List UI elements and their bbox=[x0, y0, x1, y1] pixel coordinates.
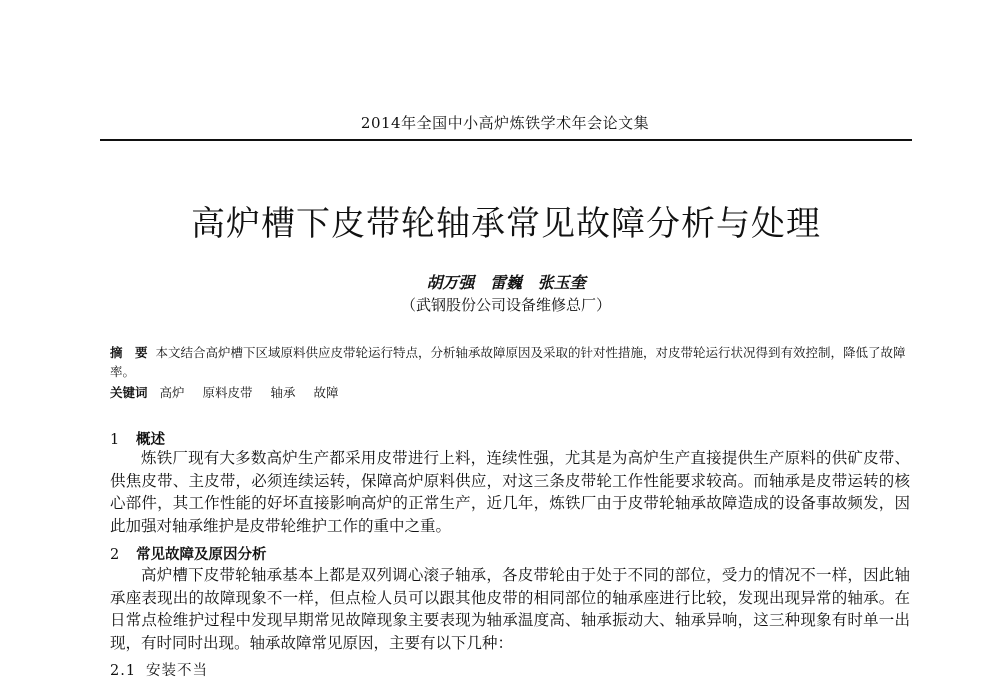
keyword: 原料皮带 bbox=[202, 385, 253, 400]
header-rule bbox=[100, 139, 912, 141]
paper-title: 高炉槽下皮带轮轴承常见故障分析与处理 bbox=[191, 204, 821, 244]
affiliation: （武钢股份公司设备维修总厂） bbox=[400, 296, 611, 314]
section-paragraph: 炼铁厂现有大多数高炉生产都采用皮带进行上料，连续性强，尤其是为高炉生产直接提供生产原料的供矿皮带、供焦皮带、主皮带，必须连续运转，保障高炉原料供应，对这三条皮带轮工作性能要求较高。而轴承是皮带运转的核心部件，其工作性能的好坏直接影响高炉的正常生产，近几年，炼铁厂由于皮带轮轴承故障造成的设备事故频发，因此加强对轴承维护是皮带轮维护工作的重中之重。 bbox=[110, 449, 910, 535]
abstract-label: 摘 要 bbox=[110, 345, 148, 360]
section-number: 1 bbox=[110, 432, 120, 448]
section-paragraph: 高炉槽下皮带轮轴承基本上都是双列调心滚子轴承，各皮带轮由于处于不同的部位，受力的情况不一样，因此轴承座表现出的故障现象不一样，但点检人员可以跟其他皮带的相同部位的轴承座进行比较，发现出现异常的轴承。在日常点检维护过程中发现早期常见故障现象主要表现为轴承温度高、轴承振动大、轴承异响，这三种现象有时单一出现，有时同时出现。轴承故障常见原因，主要有以下几种： bbox=[110, 566, 910, 652]
section-number: 2 bbox=[110, 547, 120, 563]
keywords bbox=[110, 383, 910, 402]
keywords-label: 关键词 bbox=[110, 385, 148, 400]
subsection-heading bbox=[110, 659, 208, 680]
keyword: 故障 bbox=[313, 385, 339, 400]
keyword: 高炉 bbox=[159, 385, 185, 400]
section-heading bbox=[110, 543, 267, 564]
authors: 胡万强 雷巍 张玉奎 bbox=[426, 273, 586, 292]
section-title: 概述 bbox=[136, 432, 165, 448]
keyword: 轴承 bbox=[270, 385, 296, 400]
running-head: 2014年全国中小高炉炼铁学术年会论文集 bbox=[360, 114, 650, 132]
section-title: 常见故障及原因分析 bbox=[136, 547, 267, 563]
subsection-title: 安装不当 bbox=[146, 663, 208, 679]
abstract-text: 本文结合高炉槽下区域原料供应皮带轮运行特点，分析轴承故障原因及采取的针对性措施，对皮带轮运行状况得到有效控制，降低了故障率。 bbox=[110, 345, 906, 379]
abstract bbox=[110, 343, 910, 381]
subsection-number: 2.1 bbox=[110, 663, 137, 679]
section-heading bbox=[110, 428, 165, 449]
